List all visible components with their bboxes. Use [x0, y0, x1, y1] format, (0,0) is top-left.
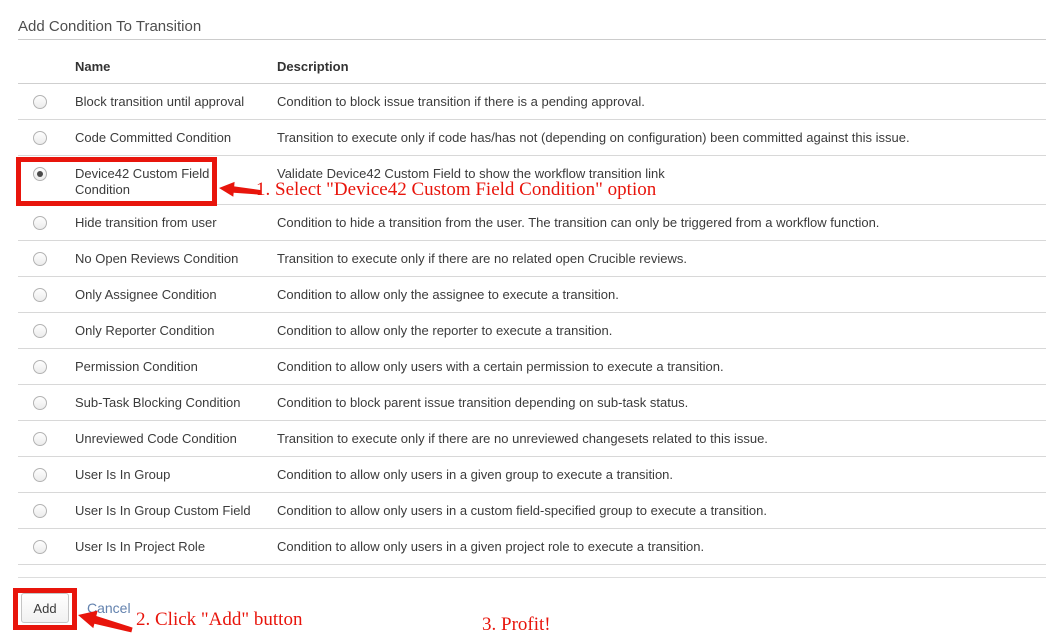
radio-button[interactable]	[33, 216, 47, 230]
radio-button[interactable]	[33, 360, 47, 374]
row-name[interactable]: Only Reporter Condition	[75, 322, 215, 338]
row-description: Condition to block parent issue transition depending on sub-task status.	[277, 394, 689, 410]
radio-button[interactable]	[33, 468, 47, 482]
title-divider	[18, 39, 1046, 40]
row-name[interactable]: Block transition until approval	[75, 93, 245, 109]
row-description: Condition to hide a transition from the user. The transition can only be triggered from a workflow function.	[277, 214, 880, 230]
conditions-table	[18, 50, 1046, 565]
name-column-header: Name	[75, 50, 277, 83]
radio-column-header	[18, 50, 75, 83]
row-name[interactable]: Code Committed Condition	[75, 129, 232, 145]
table-row[interactable]	[18, 456, 1046, 492]
table-row[interactable]	[18, 384, 1046, 420]
row-name[interactable]: Only Assignee Condition	[75, 286, 217, 302]
radio-button[interactable]	[33, 95, 47, 109]
row-description: Condition to allow only users in a given project role to execute a transition.	[277, 538, 705, 554]
table-row[interactable]	[18, 492, 1046, 528]
row-description: Condition to block issue transition if there is a pending approval.	[277, 93, 645, 109]
table-row[interactable]	[18, 204, 1046, 240]
description-column-header: Description	[277, 50, 1046, 83]
table-row[interactable]	[18, 348, 1046, 384]
row-name[interactable]: Sub-Task Blocking Condition	[75, 394, 241, 410]
add-button[interactable]: Add	[21, 593, 69, 623]
table-row[interactable]	[18, 83, 1046, 119]
radio-button[interactable]	[33, 324, 47, 338]
row-name[interactable]: Unreviewed Code Condition	[75, 430, 237, 446]
row-name[interactable]: Permission Condition	[75, 358, 198, 374]
annotation-step1: 1. Select "Device42 Custom Field Condition" option	[256, 179, 657, 200]
conditions-table-body	[18, 83, 1046, 564]
radio-button[interactable]	[33, 288, 47, 302]
annotation-step2: 2. Click "Add" button	[136, 609, 303, 630]
table-row[interactable]	[18, 119, 1046, 155]
row-name[interactable]: User Is In Group Custom Field	[75, 502, 251, 518]
table-row[interactable]	[18, 276, 1046, 312]
row-description: Condition to allow only the reporter to execute a transition.	[277, 322, 613, 338]
row-description: Transition to execute only if code has/has not (depending on configuration) been committed against this issue.	[277, 129, 910, 145]
page-title: Add Condition To Transition	[18, 18, 202, 35]
radio-button[interactable]	[33, 540, 47, 554]
radio-button[interactable]	[33, 131, 47, 145]
row-name[interactable]: No Open Reviews Condition	[75, 250, 239, 266]
highlight-box-selected-condition	[16, 157, 217, 206]
row-description: Condition to allow only users with a certain permission to execute a transition.	[277, 358, 724, 374]
row-description: Transition to execute only if there are no related open Crucible reviews.	[277, 250, 687, 266]
highlight-box-add-button	[13, 588, 77, 630]
radio-button[interactable]	[33, 396, 47, 410]
table-header-row	[18, 50, 1046, 83]
row-description: Validate Device42 Custom Field to show the workflow transition link	[277, 165, 665, 181]
table-row[interactable]	[18, 240, 1046, 276]
table-row[interactable]	[18, 528, 1046, 564]
cancel-link[interactable]: Cancel	[87, 600, 131, 616]
form-divider	[18, 577, 1046, 578]
radio-button[interactable]	[33, 504, 47, 518]
row-description: Transition to execute only if there are no unreviewed changesets related to this issue.	[277, 430, 768, 446]
row-name[interactable]: Device42 Custom Field Condition	[75, 165, 210, 197]
row-name[interactable]: User Is In Group	[75, 466, 171, 482]
table-row[interactable]	[18, 420, 1046, 456]
row-description: Condition to allow only the assignee to execute a transition.	[277, 286, 619, 302]
row-name[interactable]: User Is In Project Role	[75, 538, 206, 554]
row-description: Condition to allow only users in a given group to execute a transition.	[277, 466, 674, 482]
row-description: Condition to allow only users in a custom field-specified group to execute a transition.	[277, 502, 767, 518]
radio-button[interactable]	[33, 432, 47, 446]
annotation-step3: 3. Profit!	[482, 614, 551, 635]
row-name[interactable]: Hide transition from user	[75, 214, 217, 230]
radio-button[interactable]	[33, 252, 47, 266]
table-row[interactable]	[18, 312, 1046, 348]
